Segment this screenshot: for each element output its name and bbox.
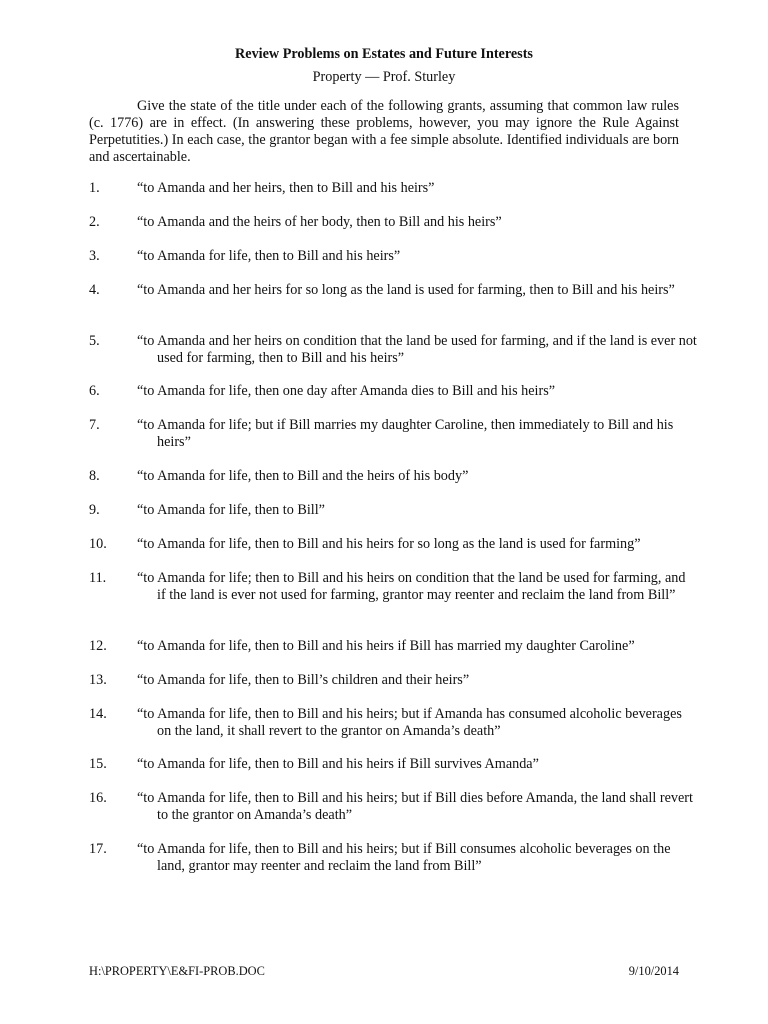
- problem-number: 1.: [89, 180, 100, 196]
- problem-text: “to Amanda for life; but if Bill marries my daughter Caroline, then immediately to Bill and his heirs”: [137, 417, 674, 450]
- problem-number: 17.: [89, 841, 107, 857]
- problem-number: 9.: [89, 502, 100, 518]
- problem-number: 2.: [89, 214, 100, 230]
- footer-date: 9/10/2014: [628, 964, 679, 978]
- page-title: Review Problems on Estates and Future Interests: [235, 46, 533, 62]
- footer-file-path: H:\PROPERTY\E&FI-PROB.DOC: [89, 964, 265, 978]
- problem-text: “to Amanda for life, then to Bill and his heirs”: [137, 248, 401, 264]
- problem-text: “to Amanda and her heirs on condition that the land be used for farming, and if the land is ever not used for farming, then to Bill and his heirs”: [137, 333, 697, 366]
- problem-number: 12.: [89, 638, 107, 654]
- problem-text: “to Amanda for life, then to Bill”: [137, 502, 325, 518]
- problem-number: 11.: [89, 570, 107, 586]
- problem-number: 5.: [89, 333, 100, 349]
- problem-text: “to Amanda for life, then one day after Amanda dies to Bill and his heirs”: [137, 383, 556, 399]
- page-subtitle: Property — Prof. Sturley: [312, 69, 456, 85]
- problem-text: “to Amanda and the heirs of her body, then to Bill and his heirs”: [137, 214, 502, 230]
- problem-text: “to Amanda and her heirs, then to Bill and his heirs”: [137, 180, 435, 196]
- problem-text: “to Amanda for life, then to Bill’s children and their heirs”: [137, 672, 470, 688]
- problem-number: 7.: [89, 417, 100, 433]
- problem-text: “to Amanda for life, then to Bill and his heirs if Bill has married my daughter Caroline”: [137, 638, 635, 654]
- problem-number: 8.: [89, 468, 100, 484]
- problem-number: 3.: [89, 248, 100, 264]
- problem-number: 10.: [89, 536, 107, 552]
- problem-text: “to Amanda for life, then to Bill and his heirs; but if Amanda has consumed alcoholic beverages on the land, it shall revert to the grantor on Amanda’s death”: [137, 706, 682, 739]
- problem-number: 16.: [89, 790, 107, 806]
- problem-text: “to Amanda for life, then to Bill and his heirs for so long as the land is used for farming”: [137, 536, 641, 552]
- problem-text: “to Amanda for life, then to Bill and his heirs if Bill survives Amanda”: [137, 756, 539, 772]
- problem-text: “to Amanda and her heirs for so long as the land is used for farming, then to Bill and his heirs”: [137, 282, 675, 298]
- problem-number: 4.: [89, 282, 100, 298]
- problem-number: 14.: [89, 706, 107, 722]
- problem-text: “to Amanda for life; then to Bill and his heirs on condition that the land be used for farming, and if the land is ever not used for farming, grantor may reenter and reclaim the land from Bill”: [137, 570, 686, 603]
- problem-number: 13.: [89, 672, 107, 688]
- intro-paragraph: Give the state of the title under each of the following grants, assuming that common law rules (c. 1776) are in effect. (In answering these problems, however, you may ignore the Rule Against Perpetutities.) In each case, the grantor began with a fee simple absolute. Identified individuals are born and ascertainable.: [89, 98, 679, 165]
- problem-text: “to Amanda for life, then to Bill and his heirs; but if Bill dies before Amanda, the land shall revert to the grantor on Amanda’s death”: [137, 790, 693, 823]
- problem-text: “to Amanda for life, then to Bill and the heirs of his body”: [137, 468, 469, 484]
- problem-number: 15.: [89, 756, 107, 772]
- problem-number: 6.: [89, 383, 100, 399]
- problem-text: “to Amanda for life, then to Bill and his heirs; but if Bill consumes alcoholic beverages on the land, grantor may reenter and reclaim the land from Bill”: [137, 841, 671, 874]
